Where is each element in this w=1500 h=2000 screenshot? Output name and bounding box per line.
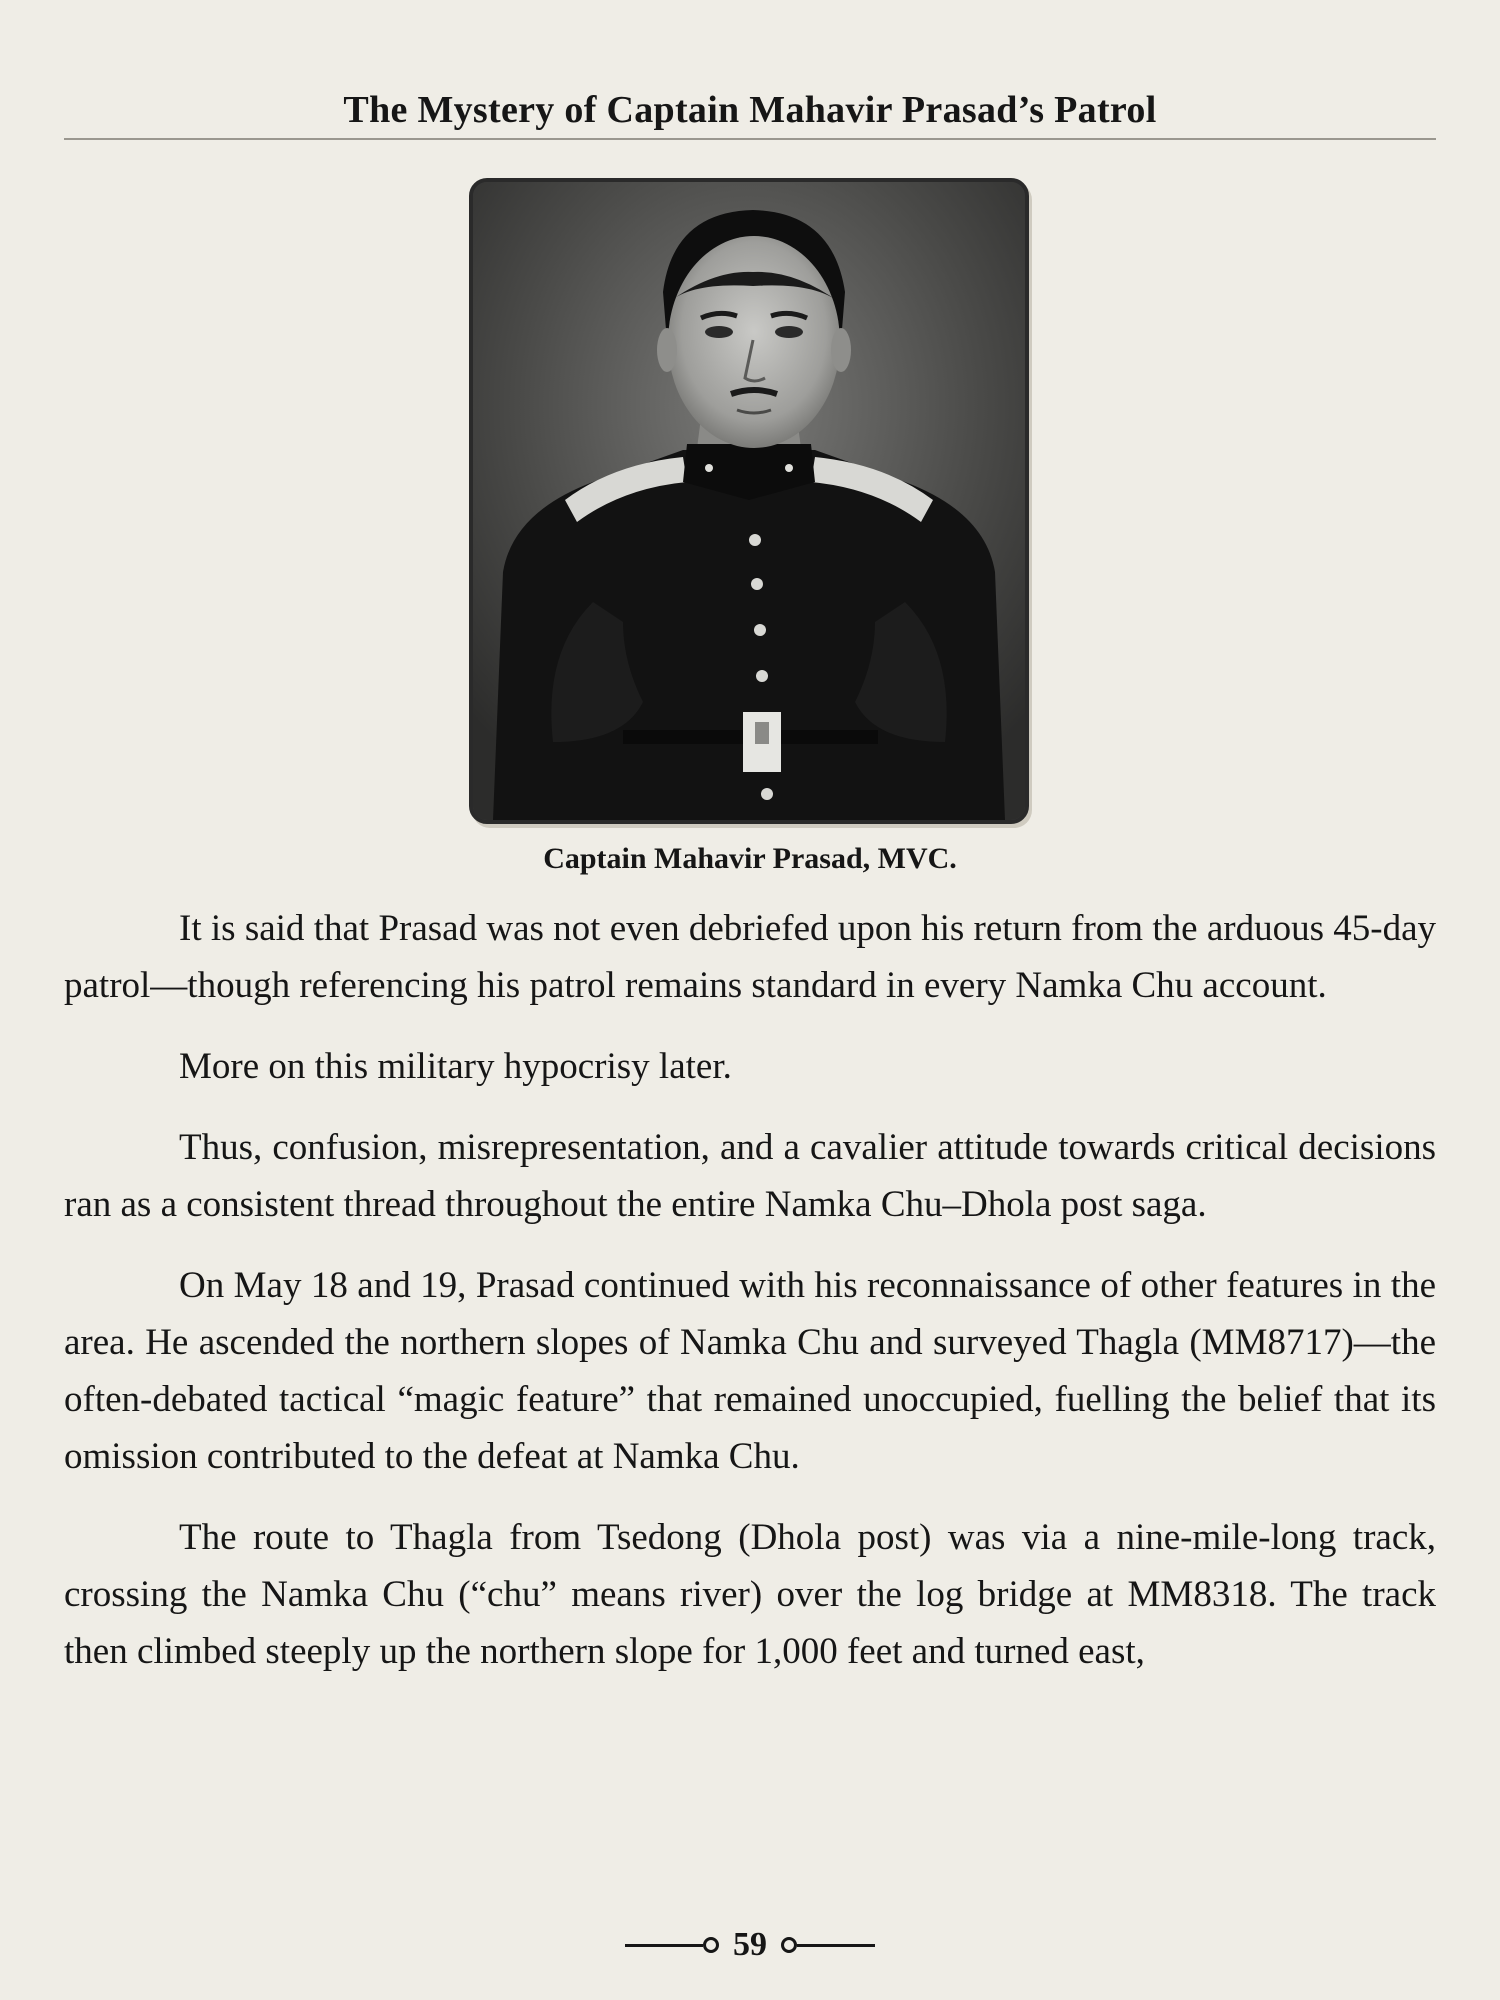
portrait-photo [469, 178, 1029, 824]
paragraph: The route to Thagla from Tsedong (Dhola post) was via a nine-mile-long track, crossing the Namka Chu (“chu” means river) over the log bridge at MM8318. The track then climbed steeply up the northern slope for 1,000 feet and turned east, [64, 1517, 1436, 1672]
portrait-illustration [473, 182, 1025, 820]
header-rule [64, 138, 1436, 140]
paragraph: More on this military hypocrisy later. [179, 1046, 732, 1087]
running-head: The Mystery of Captain Mahavir Prasad’s Patrol [343, 89, 1157, 131]
photo-caption: Captain Mahavir Prasad, MVC. [543, 842, 957, 875]
left-ornament-icon [625, 1937, 719, 1953]
page-footer [0, 1926, 1500, 1964]
body-text [64, 900, 1436, 1704]
paragraph: It is said that Prasad was not even debriefed upon his return from the arduous 45-day patrol—though referencing his patrol remains standard in every Namka Chu account. [64, 908, 1436, 1006]
paragraph: Thus, confusion, misrepresentation, and a cavalier attitude towards critical decisions ran as a consistent thread throughout the entire Namka Chu–Dhola post saga. [64, 1127, 1436, 1225]
right-ornament-icon [781, 1937, 875, 1953]
page-number: 59 [733, 1926, 767, 1963]
paragraph: On May 18 and 19, Prasad continued with his reconnaissance of other features in the area. He ascended the northern slopes of Namka Chu and surveyed Thagla (MM8717)—the often-debated tactical “magic feature” that remained unoccupied, fuelling the belief that its omission contributed to the defeat at Namka Chu. [64, 1265, 1436, 1477]
